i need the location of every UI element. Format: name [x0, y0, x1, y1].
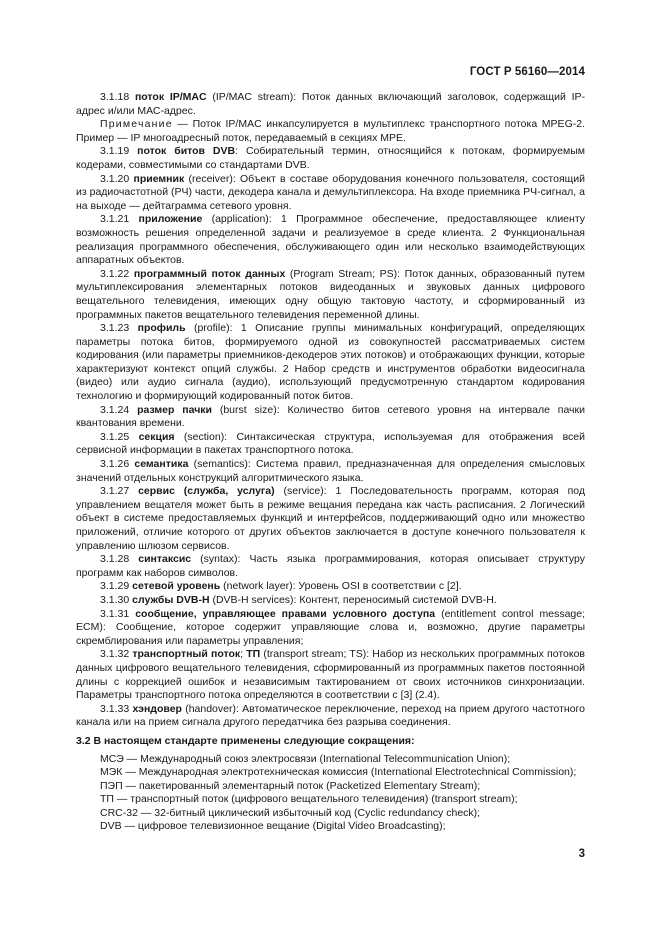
- abbreviation-item: CRC-32 — 32-битный циклический избыточный код (Cyclic redundancy check);: [100, 806, 481, 819]
- page-number: 3: [578, 848, 585, 860]
- term-abbreviation: ТП: [246, 648, 261, 661]
- definition-text: (entitlement control message; ECM): Сообщение, которое содержит управляющие слова и, возможно, другие параметры скремблирования или параметры управления;: [76, 607, 585, 647]
- definition-text: (application): 1 Программное обеспечение, предоставляющее клиенту возможность решения определенной задачи и реализуемое в среде клиента. 2 Функциональная реализация программного обеспечения, обслуживающего один или несколько взаимодействующих аппаратных объектов.: [76, 213, 586, 267]
- term: транспортный поток: [132, 648, 241, 661]
- definition-text: (section): Синтаксическая структура, используемая для отображения всей сервисной информации в пакетах транспортного потока.: [76, 430, 585, 457]
- clause-number: 3.1.30: [100, 593, 130, 606]
- definition-text: (IP/MAC stream): Поток данных включающий заголовок, содержащий IP-адрес и/или МАС-адрес.: [76, 91, 585, 117]
- term: хэндовер: [132, 702, 182, 715]
- clause-number: 3.1.32: [100, 648, 130, 661]
- definition-text: (syntax): Часть языка программирования, которая описывает структуру программ как наборов символов.: [76, 553, 585, 579]
- definition-text: (transport stream; TS): Набор из нескольких программных потоков данных цифрового вещательного телевидения, сформированный из программных пакетов постоянной длины с коррекцией ошибок и независимым тактированием от своих источников синхронизации. Параметры транспортного потока определяются в соответствии с [3] (2.4).: [76, 648, 586, 702]
- note-paragraph: [76, 118, 585, 145]
- term: сообщение, управляющее правами условного доступа: [135, 607, 436, 620]
- term: сетевой уровень: [132, 580, 221, 593]
- definition-paragraph: [76, 213, 585, 267]
- definition-paragraph: [76, 485, 585, 553]
- definition-paragraph: [76, 268, 585, 322]
- definition-paragraph: [76, 322, 585, 404]
- clause-number: 3.1.31: [100, 607, 130, 620]
- clause-number: 3.1.25: [100, 430, 130, 443]
- clause-number: 3.1.27: [100, 485, 130, 498]
- abbreviation-item: DVB — цифровое телевизионное вещание (Digital Video Broadcasting);: [100, 820, 446, 833]
- standard-designation: ГОСТ Р 56160—2014: [469, 66, 585, 78]
- abbreviations-list: [76, 753, 585, 835]
- section-heading: 3.2 В настоящем стандарте применены следующие сокращения:: [76, 734, 415, 747]
- definition-paragraph: [76, 594, 585, 608]
- definition-text: (profile): 1 Описание группы минимальных конфигураций, определяющих параметры потока битов, формируемого одной из совокупностей рассматриваемых систем кодирования (или параметры приемников-декодеров этих потоков) и отображающих функции, которые характеризуют контекст опций службы. 2 Набор средств и инструментов обработки видеосигнала (видео) или аудио сигнала (аудио), использующий предусмотренную стандартом кодирования технологию и формирующий кодированный поток битов.: [76, 322, 585, 403]
- definition-text: (network layer): Уровень OSI в соответствии с [2].: [220, 580, 462, 593]
- definition-text: (DVB-H services): Контент, переносимый системой DVB-H.: [209, 593, 497, 606]
- term: поток битов DVB: [137, 145, 236, 158]
- abbreviation-item: ПЭП — пакетированный элементарный поток (Packetized Elementary Stream);: [100, 779, 481, 792]
- clause-number: 3.1.20: [100, 172, 130, 185]
- definition-text: (service): 1 Последовательность программ, которая под управлением вещателя может быть в режиме вещания передана как часть расписания. 2 Логический объект в системе предоставляемых функций и интерфейсов, поддерживающий одно или множество приложений, отличие которого от других объектов заключается в доступе конечного пользователя к управлению шлюзом сервисов.: [76, 485, 585, 552]
- definition-text: (Program Stream; PS): Поток данных, образованный путем мультиплексирования элементарных потоков видеоданных и звуковых данных цифрового вещательного телевидения, имеющих одну общую тактовую частоту, и сформированный из программных пакетов вещательного телевидения переменной длины.: [76, 267, 585, 321]
- term: размер пачки: [137, 403, 212, 416]
- clause-number: 3.1.24: [100, 403, 130, 416]
- definition-paragraph: [76, 91, 585, 118]
- clause-number: 3.1.21: [100, 213, 130, 226]
- definition-paragraph: [76, 580, 585, 594]
- definition-paragraph: 3.1.32 транспортный поток; ТП (transport stream; TS): Набор из нескольких программных потоков данных цифрового вещательного телевидения, сформированный из программных пакетов постоянной длины с коррекцией ошибок и независимым тактированием от своих источников синхронизации. Параметры транспортного потока определяются в соответствии с [3] (2.4).: [76, 648, 586, 702]
- term: приложение: [138, 213, 203, 226]
- abbreviation-item: МСЭ — Международный союз электросвязи (International Telecommunication Union);: [100, 752, 511, 765]
- term: секция: [138, 430, 175, 443]
- term: синтаксис: [138, 553, 192, 566]
- term: программный поток данных: [133, 267, 286, 280]
- document-body: [76, 91, 585, 834]
- definition-paragraph: [76, 145, 585, 172]
- definition-text: — Поток IP/MAC инкапсулируется в мультиплекс транспортного потока MPEG-2. Пример — IP многоадресный поток, передаваемый в секциях MPE.: [76, 118, 585, 144]
- term: поток IP/MAC: [134, 91, 207, 103]
- definition-text: (handover): Автоматическое переключение, переход на прием другого частотного канала или на прием сигнала другого передатчика без разрыва соединения.: [76, 702, 585, 729]
- abbreviation-item: МЭК — Международная электротехническая комиссия (International Electrotechnical Commission);: [100, 766, 577, 779]
- term: приемник: [133, 172, 185, 185]
- clause-number: 3.1.28: [100, 553, 130, 566]
- definition-paragraph: [76, 458, 585, 485]
- clause-number: 3.1.18: [100, 91, 130, 103]
- term: сервис (служба, услуга): [138, 485, 275, 498]
- definition-paragraph: [76, 431, 585, 458]
- abbreviation-item: ТП — транспортный поток (цифрового вещательного телевидения) (transport stream);: [100, 793, 518, 806]
- clause-number: 3.1.23: [100, 322, 130, 335]
- definitions-list: [76, 91, 585, 730]
- definition-text: (burst size): Количество битов сетевого уровня на интервале пачки квантования времени.: [76, 403, 585, 430]
- term: службы DVB-H: [132, 593, 210, 606]
- clause-number: 3.1.33: [100, 702, 130, 715]
- definition-paragraph: [76, 404, 585, 431]
- term: профиль: [137, 322, 186, 335]
- definition-paragraph: [76, 553, 585, 580]
- clause-number: 3.1.22: [100, 267, 130, 280]
- note-label: Примечание: [100, 118, 173, 131]
- term: семантика: [134, 458, 189, 471]
- definition-paragraph: [76, 608, 585, 649]
- definition-text: (receiver): Объект в составе оборудования конечного пользователя, состоящий из радиочастотной (РЧ) части, декодера канала и демультиплексора. На входе приемника РЧ-сигнал, а на выходе — дейтаграмма сетевого уровня.: [76, 172, 585, 212]
- clause-number: 3.1.29: [100, 580, 130, 593]
- definition-paragraph: [76, 703, 585, 730]
- clause-number: 3.1.19: [100, 145, 130, 158]
- definition-paragraph: [76, 173, 585, 214]
- definition-text: : Собирательный термин, относящийся к потокам, формируемым кодерами, совместимыми со стандартами DVB.: [76, 145, 586, 171]
- definition-text: (semantics): Система правил, предназначенная для определения смысловых значений отдельных конструкций алгоритмического языка.: [76, 458, 585, 484]
- clause-number: 3.1.26: [100, 458, 130, 471]
